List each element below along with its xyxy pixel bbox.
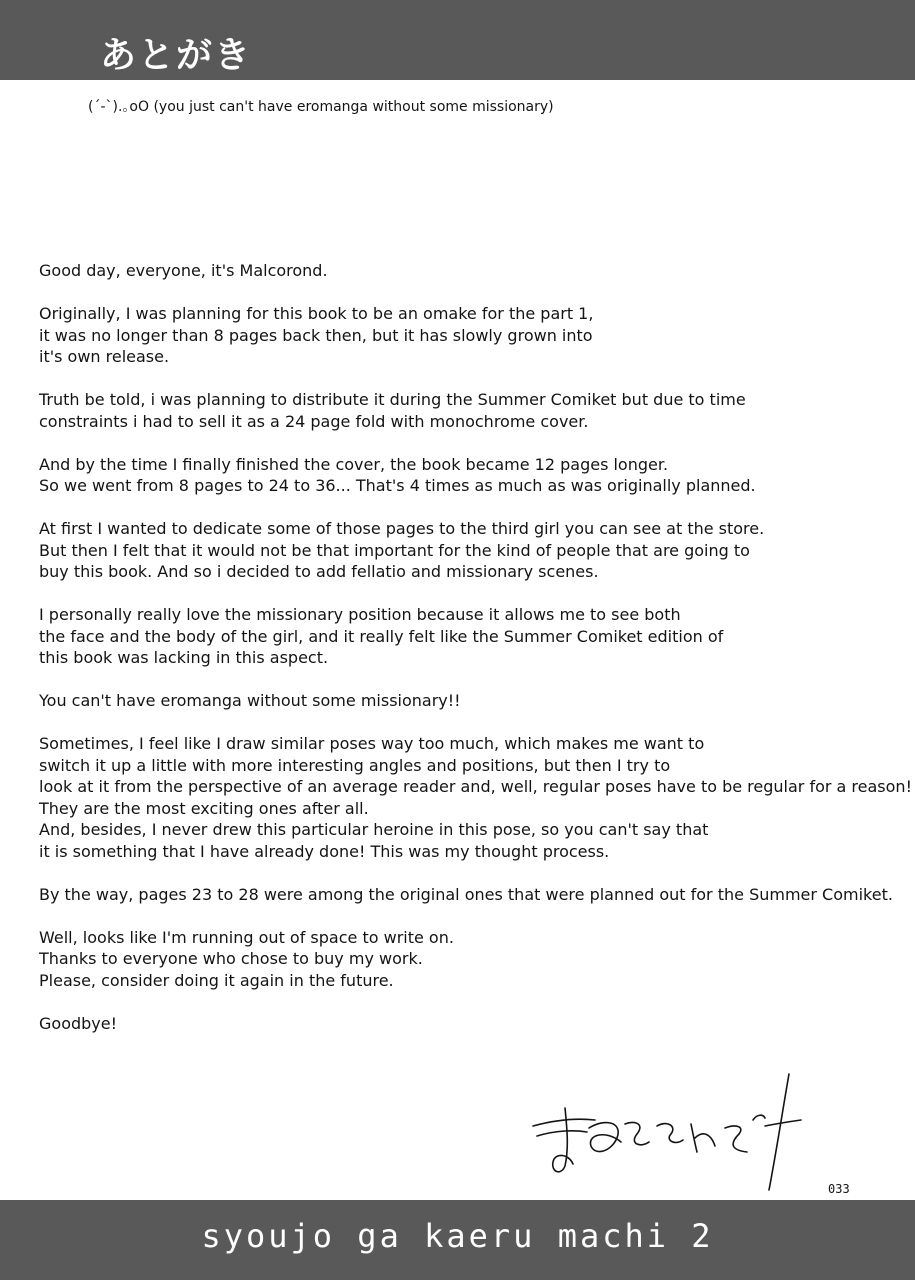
paragraph-line: Good day, everyone, it's Malcorond. xyxy=(39,261,328,280)
header-bar xyxy=(0,0,915,80)
paragraph-line: And by the time I finally finished the cover, the book became 12 pages longer. xyxy=(39,454,669,474)
paragraph-line: switch it up a little with more interesting angles and positions, but then I try to xyxy=(39,755,671,775)
paragraph-line: Goodbye! xyxy=(39,1013,118,1033)
paragraph xyxy=(39,260,899,282)
paragraph xyxy=(39,927,899,992)
book-title: syoujo ga kaeru machi 2 xyxy=(201,1217,714,1255)
paragraph-line: At first I wanted to dedicate some of those pages to the third girl you can see at the store. xyxy=(39,519,765,538)
paragraph-line: it was no longer than 8 pages back then, but it has slowly grown into xyxy=(39,325,593,345)
paragraph xyxy=(39,303,899,368)
paragraph-line: it is something that I have already done! This was my thought process. xyxy=(39,841,610,861)
paragraph-line: Originally, I was planning for this book to be an omake for the part 1, xyxy=(39,304,594,323)
paragraph-line: look at it from the perspective of an average reader and, well, regular poses have to be regular for a reason! xyxy=(39,777,912,796)
paragraph-line: Well, looks like I'm running out of space to write on. xyxy=(39,927,454,947)
subtitle-caption: (´-`).｡oO (you just can't have eromanga without some missionary) xyxy=(88,99,554,115)
paragraph-line: You can't have eromanga without some missionary!! xyxy=(39,691,461,710)
paragraph xyxy=(39,389,899,432)
paragraph-line: Truth be told, i was planning to distribute it during the Summer Comiket but due to time xyxy=(39,390,746,409)
paragraph-line: But then I felt that it would not be that important for the kind of people that are going to xyxy=(39,540,750,560)
page-title: あとがき xyxy=(100,35,253,76)
paragraph-line: constraints i had to sell it as a 24 page fold with monochrome cover. xyxy=(39,411,589,431)
paragraph xyxy=(39,454,899,497)
paragraph-line: They are the most exciting ones after all. xyxy=(39,798,369,818)
paragraph xyxy=(39,518,899,583)
paragraph xyxy=(39,1013,899,1035)
paragraph xyxy=(39,604,899,669)
paragraph-line: buy this book. And so i decided to add fellatio and missionary scenes. xyxy=(39,562,599,581)
paragraph xyxy=(39,884,899,906)
paragraph-line: By the way, pages 23 to 28 were among the original ones that were planned out for the Summer Comiket. xyxy=(39,884,893,904)
paragraph-line: this book was lacking in this aspect. xyxy=(39,648,329,667)
paragraph-line: Thanks to everyone who chose to buy my work. xyxy=(39,949,423,968)
paragraph-line: Sometimes, I feel like I draw similar poses way too much, which makes me want to xyxy=(39,734,705,753)
footer-bar xyxy=(0,1200,915,1280)
paragraph-line: So we went from 8 pages to 24 to 36... That's 4 times as much as was originally planned. xyxy=(39,476,756,495)
page-number: 033 xyxy=(828,1182,850,1196)
afterword-body xyxy=(39,260,912,1056)
paragraph-line: I personally really love the missionary position because it allows me to see both xyxy=(39,605,681,624)
signature-icon xyxy=(525,1068,805,1196)
paragraph-line: Please, consider doing it again in the future. xyxy=(39,970,394,990)
paragraph-line: it's own release. xyxy=(39,347,170,366)
paragraph xyxy=(39,733,912,862)
paragraph-line: And, besides, I never drew this particular heroine in this pose, so you can't say that xyxy=(39,820,709,839)
paragraph-line: the face and the body of the girl, and it really felt like the Summer Comiket edition of xyxy=(39,626,724,646)
paragraph xyxy=(39,690,899,712)
